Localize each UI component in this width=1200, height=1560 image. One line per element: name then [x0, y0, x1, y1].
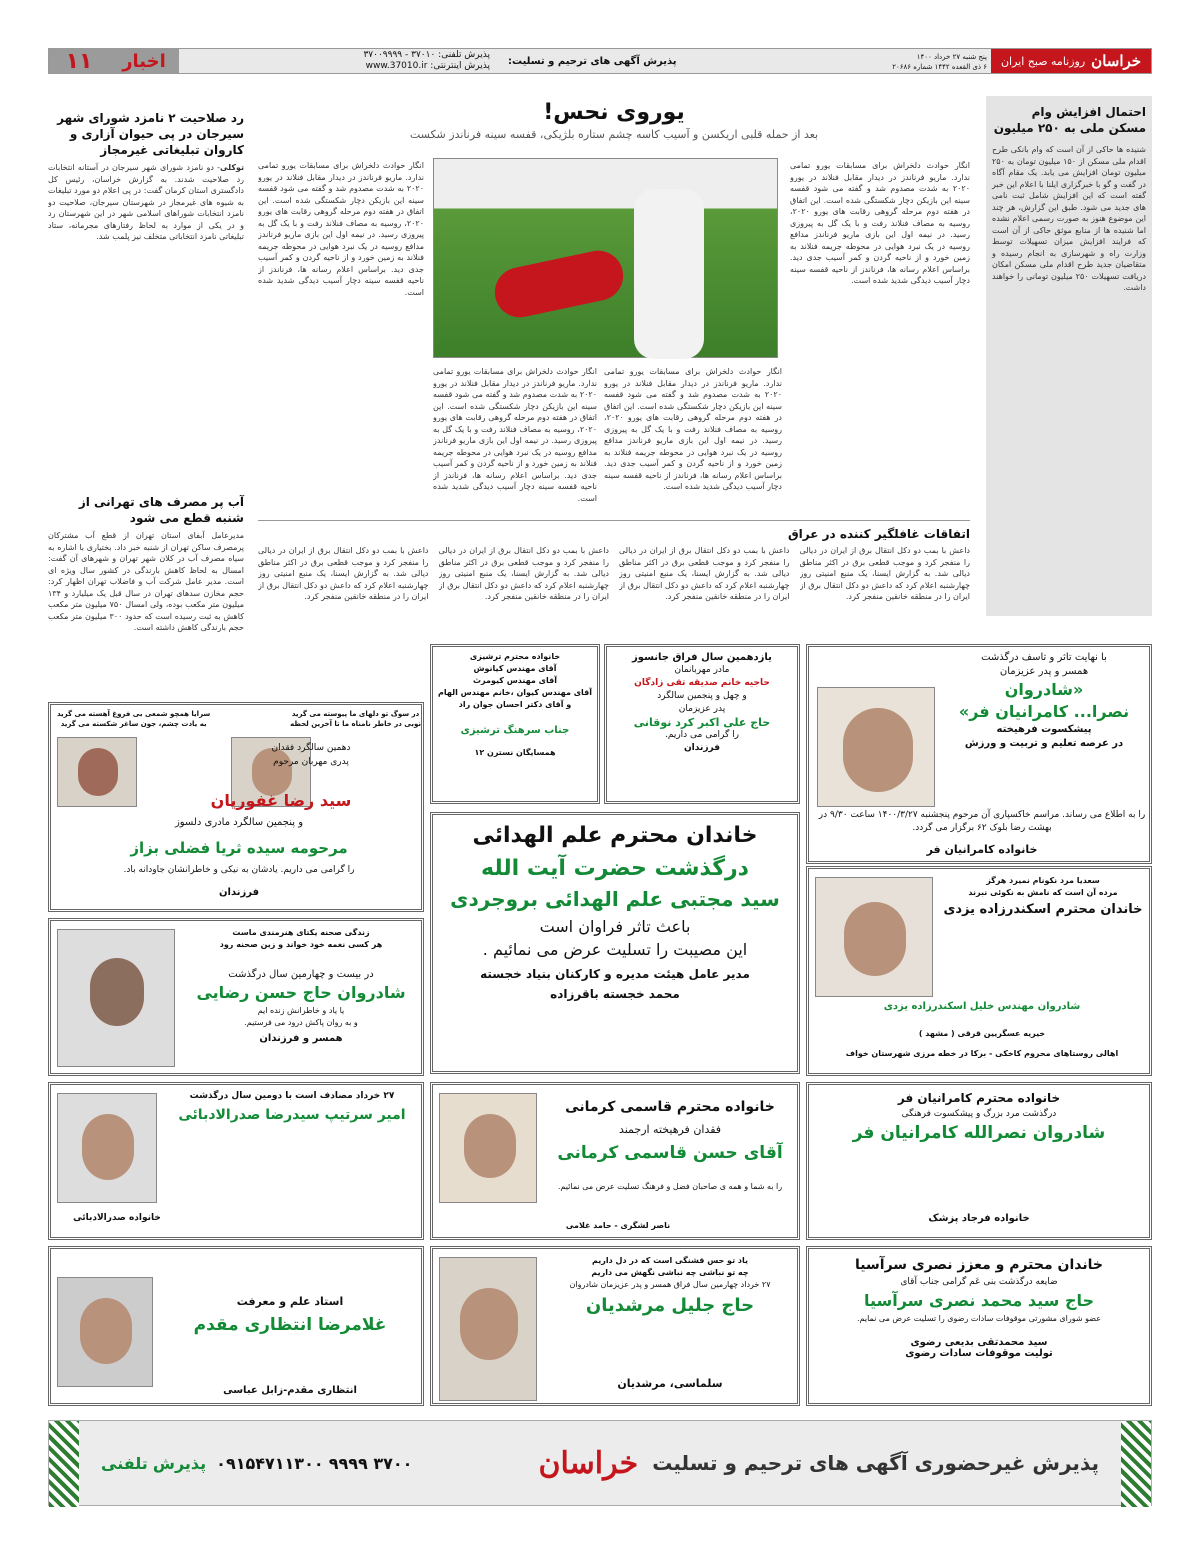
newspaper-brand[interactable]: خراسان روزنامه صبح ایران — [991, 49, 1151, 73]
banner-ornament-right — [1121, 1421, 1151, 1507]
iraq-col1: داعش با بمب دو دکل انتقال برق از ایران در دیالی را منفجر کرد و موجب قطعی برق در اکثر مناطق دیالی شد. به گزارش ایسنا، یک منبع امنیتی روز چهارشنبه اعلام کرد که داعش دو دکل انتقال برق از ایران را در منطقه خانقین منفجر کرد. — [799, 546, 970, 601]
ad-nasri: خاندان محترم و معزز نصری سرآسیا ضایعه درگذشت بنی عَم گرامی جناب آقای حاج سید محمد نصری سرآسیا عضو شورای مشورتی موقوفات سادات رضوی را تسلیت عرض می نمایم. سید محمدتقی بدیعی رضوی تولیت موقوفات سادات رضوی — [806, 1246, 1152, 1406]
portrait-mother — [57, 737, 137, 807]
ad-yazdi: سعدیا مرد نکونام نمیرد هرگز مرده آن است که نامش به نکوئی نبرند خاندان محترم اسکندرزاده یزدی شادروان مهندس خلیل اسکندرزاده یزدی خیریه عسگریین قرقی ( مشهد ) اهالی روستاهای محروم کاخکی - برکا در خطه مرزی شهرستان خواف — [806, 866, 1152, 1076]
section-title: اخبار — [109, 49, 179, 73]
news-column-left — [48, 110, 244, 680]
iraq-col2: داعش با بمب دو دکل انتقال برق از ایران در دیالی را منفجر کرد و موجب قطعی برق در اکثر مناطق دیالی شد. به گزارش ایسنا، یک منبع امنیتی روز چهارشنبه اعلام کرد که داعش دو دکل انتقال برق از ایران را در منطقه خانقین منفجر کرد. — [619, 546, 790, 601]
ad-sadr: ۲۷ خرداد مصادف است با دومین سال درگذشت امیر سرتیپ سیدرضا صدرالادبائی خانواده صدرالادبائی — [48, 1082, 424, 1240]
portrait-kermani — [439, 1093, 537, 1203]
headline-sirjan: رد صلاحیت ۲ نامزد شورای شهر سیرجان در پی حیوان آزاری و کاروان تبلیغاتی غیرمجاز — [57, 111, 244, 157]
iraq-col4: داعش با بمب دو دکل انتقال برق از ایران در دیالی را منفجر کرد و موجب قطعی برق در اکثر مناطق دیالی شد. به گزارش ایسنا، یک منبع امنیتی روز چهارشنبه اعلام کرد که داعش دو دکل انتقال برق از ایران را در منطقه خانقین منفجر کرد. — [258, 546, 429, 601]
article-body-housing-loan: شنیده ها حاکی از آن است که وام بانکی طرح اقدام ملی مسکن از ۱۵۰ میلیون تومان به ۲۵۰ میلیون تومان افزایش می یابد. یک مقام آگاه در گفت و گو با خبرگزاری ایلنا با اعلام این خبر گفته است که این افزایش شامل ثبت نامی های جدید می شود. طبق این گزارش، هر چند این موضوع هنوز به صورت رسمی اعلام نشده اما شنیده ها از منابع موثق حاکی از آن است که فرایند افزایش میزان تسهیلات توسط وزارت راه و شهرسازی به انجام رسیده و متقاضیان جدید طرح اقدام ملی مسکن امکان دریافت تسهیلات ۲۵۰ میلیون تومانی را خواهند داشت. — [992, 145, 1146, 292]
banner-tel: تلفنی — [101, 1453, 148, 1473]
banner-phone-big: ۳۷۰۰ ۹۹۹۹ — [328, 1453, 413, 1473]
main-article-col2: انگار حوادث دلخراش برای مسابقات یورو تمامی ندارد. ماریو فرناندز در دیدار مقابل فنلاند در یورو ۲۰۲۰ به شدت مصدوم شد و گفته می شود قفسه سینه این بازیکن دچار شکستگی شده است. این اتفاق در هفته دوم مرحله گروهی رقابت های یورو ۲۰۲۰، روسیه به مصاف فنلاند رفت و با یک گل به پیروزی رسید. در نیمه اول این بازی ماریو فرناندز مدافع روسیه در یک نبرد هوایی در محوطه جریمه فنلاند به زمین خورد و از ناحیه گردن و کمر آسیب جدی دید. براساس اعلام رسانه ها، فرناندز از ناحیه قفسه سینه دچار آسیب دیدگی شدید شده است. — [604, 367, 782, 491]
iraq-article — [258, 520, 970, 637]
iraq-col3: داعش با بمب دو دکل انتقال برق از ایران در دیالی را منفجر کرد و موجب قطعی برق در اکثر مناطق دیالی شد. به گزارش ایسنا، یک منبع امنیتی روز چهارشنبه اعلام کرد که داعش دو دکل انتقال برق از ایران را در منطقه خانقین منفجر کرد. — [438, 546, 609, 601]
portrait-kamranian — [817, 687, 935, 807]
ad-tarshizi: خانواده محترم ترشیزی آقای مهندس کیانوش آقای مهندس کیومرث آقای مهندس کیوان ،خانم مهندس الهام و آقای دکتر احسان جوان راد جناب سرهنگ ترشیزی همسایگان نسترن ۱۲ — [430, 644, 600, 804]
main-article-col4: انگار حوادث دلخراش برای مسابقات یورو تمامی ندارد. ماریو فرناندز در دیدار مقابل فنلاند در یورو ۲۰۲۰ به شدت مصدوم شد و گفته می شود قفسه سینه این بازیکن دچار شکستگی شده است. این اتفاق در هفته دوم مرحله گروهی رقابت های یورو ۲۰۲۰، روسیه به مصاف فنلاند رفت و با یک گل به پیروزی رسید. در نیمه اول این بازی ماریو فرناندز مدافع روسیه در یک نبرد هوایی در محوطه جریمه فنلاند به زمین خورد و از ناحیه گردن و کمر آسیب جدی دید. براساس اعلام رسانه ها، فرناندز از ناحیه قفسه سینه دچار آسیب دیدگی شدید شده است. — [258, 161, 424, 297]
ads-banner[interactable] — [48, 1420, 1152, 1506]
ads-contact: پذیرش آگهی های ترحیم و تسلیت: پذیرش تلفنی: ۳۷۰۱۰ - ۳۷۰۰۹۹۹۹ پذیرش اینترنتی: www.37010.ir — [179, 49, 861, 73]
main-subheadline: بعد از حمله قلبی اریکسن و آسیب کاسه چشم ستاره بلژیکی، قفسه سینه فرناندز شکست — [409, 128, 819, 141]
page-header — [48, 48, 1152, 74]
portrait-entezari — [57, 1277, 153, 1387]
article-body-tehran-water: مدیرعامل آبفای استان تهران از قطع آب مشترکان پرمصرف ساکن تهران از شنبه خبر داد. بختیاری با اشاره به سیاه مصرف آب در کلان شهر تهران و شهرهای آن گفت: امسال به لحاظ کاهش بارندگی در کشور سال ویژه ای است. مدیر عامل شرکت آب و فاضلاب تهران اظهار کرد: حجم مخازن سدهای تهران در سال قبل یک میلیارد و ۱۳۴ میلیون متر مکعب بوده، ولی امسال ۷۵۰ میلیون متر مکعب کاهش به ثبت رسیده است که حدود ۳۰۰ میلیون متر مکعب حجم بارندگی کاهش داشته است. — [48, 531, 244, 632]
ad-kermani: خانواده محترم قاسمی کرمانی فقدان فرهیخته ارجمند آقای حسن قاسمی کرمانی را به شما و همه ی صاحبان فضل و فرهنگ تسلیت عرض می نمائیم. ناصر لشگری - حامد غلامی — [430, 1082, 800, 1240]
banner-brand: خراسان — [538, 1445, 639, 1481]
main-article-col3: انگار حوادث دلخراش برای مسابقات یورو تمامی ندارد. ماریو فرناندز در دیدار مقابل فنلاند در یورو ۲۰۲۰ به شدت مصدوم شد و گفته می شود قفسه سینه این بازیکن دچار شکستگی شده است. این اتفاق در هفته دوم مرحله گروهی رقابت های یورو ۲۰۲۰، روسیه به مصاف فنلاند رفت و با یک گل به پیروزی رسید. در نیمه اول این بازی ماریو فرناندز مدافع روسیه در یک نبرد هوایی در محوطه جریمه فنلاند به زمین خورد و از ناحیه گردن و کمر آسیب جدی دید. براساس اعلام رسانه ها، فرناندز از ناحیه قفسه سینه دچار آسیب دیدگی شدید شده است. — [433, 367, 597, 503]
banner-phone-mobile: ۰۹۱۵۴۷۱۱۳۰۰ — [216, 1453, 324, 1473]
main-headline: یوروی نحس! — [543, 100, 685, 125]
player-injured — [490, 246, 628, 322]
portrait-yazdi — [815, 877, 933, 997]
portrait-sadr — [57, 1093, 157, 1203]
banner-ornament-left — [49, 1421, 79, 1507]
ad-janesoz: یازدهمین سال فراق جانسوز مادر مهربانمان حاجیه خانم صدیقه تقی زادگان و چهل و پنجمین سالگرد پدر عزیزمان حاج علی اکبر کرد نوقانی را گرامی می داریم. فرزندان — [604, 644, 800, 804]
portrait-morshedian — [439, 1257, 537, 1401]
issue-date: پنج شنبه ۲۷ خرداد ۱۴۰۰ ۶ ذی القعده ۱۴۴۲ شماره ۲۰۶۸۶ — [861, 49, 991, 73]
headline-housing-loan: احتمال افزایش وام مسکن ملی به ۲۵۰ میلیون — [993, 105, 1146, 135]
banner-text: پذیرش غیرحضوری آگهی های ترحیم و تسلیت — [652, 1451, 1099, 1475]
portrait-rezaei — [57, 929, 175, 1067]
ad-kamranian: با نهایت تاثر و تاسف درگذشت همسر و پدر عزیزمان «شادروان نصرا... کامرانیان فر» پیشکسوت فرهیخته در عرصه تعلیم و تربیت و ورزش را به اطلاع می رساند. مراسم خاکسپاری آن مرحوم پنجشنبه ۱۴۰۰/۳/۲۷ ساعت ۹/۳۰ در بهشت رضا بلوک ۶۲ برگزار می گردد. خانواده کامرانیان فر — [806, 644, 1152, 864]
ad-morshedian: یاد تو حس قشنگی است که در دل داریم چه تو نباشی چه نباشی نگهش می داریم ۲۷ خرداد چهارمین سال فراق همسر و پدر عزیزمان شادروان حاج جلیل مرشدیان سلماسی، مرشدیان — [430, 1246, 800, 1406]
banner-accept: پذیرش — [152, 1453, 207, 1473]
ad-rezaei: زندگی صحنه یکتای هنرمندی ماست هر کسی نغمه خود خواند و زین صحنه رود در بیست و چهارمین سال درگذشت شادروان حاج حسن رضایی یا یاد و خاطرانش زنده ایم و به روان پاکش درود می فرستیم. همسر و فرزندان — [48, 918, 424, 1076]
ad-kamranian-farjad: خانواده محترم کامرانیان فر درگذشت مرد بزرگ و پیشکسوت فرهنگی شادروان نصرالله کامرانیان فر خانواده فرجاد پزشک — [806, 1082, 1152, 1240]
main-article-col1: انگار حوادث دلخراش برای مسابقات یورو تمامی ندارد. ماریو فرناندز در دیدار مقابل فنلاند در یورو ۲۰۲۰ به شدت مصدوم شد و گفته می شود قفسه سینه این بازیکن دچار شکستگی شده است. این اتفاق در هفته دوم مرحله گروهی رقابت های یورو ۲۰۲۰، روسیه به مصاف فنلاند رفت و با یک گل به پیروزی رسید. در نیمه اول این بازی ماریو فرناندز مدافع روسیه در یک نبرد هوایی در محوطه جریمه فنلاند به زمین خورد و از ناحیه گردن و کمر آسیب جدی دید. براساس اعلام رسانه ها، فرناندز از ناحیه قفسه سینه دچار آسیب دیدگی شدید شده است. — [790, 161, 970, 285]
page-number: ۱۱ — [49, 49, 109, 73]
news-column-right — [986, 96, 1152, 616]
ad-entezari: استاد علم و معرفت غلامرضا انتظاری مقدم انتظاری مقدم-زابل عباسی — [48, 1246, 424, 1406]
iraq-headline: اتفاقات غافلگیر کننده در عراق — [787, 527, 970, 541]
player-standing — [634, 189, 704, 359]
headline-tehran-water: آب پر مصرف های تهرانی از شنبه قطع می شود — [78, 495, 244, 525]
main-article-header — [258, 100, 970, 141]
ad-alamolhoda: خاندان محترم علم الهدائی درگذشت حضرت آیت الله سید مجتبی علم الهدائی بروجردی باعث تاثر فراوان است این مصیبت را تسلیت عرض می نمائیم . مدیر عامل هیئت مدیره و کارکنان بنیاد خجسته محمد خجسته باقرزاده — [430, 812, 800, 1074]
article-body-sirjan: توکلی- دو نامزد شورای شهر سیرجان در آستانه انتخابات رد صلاحیت شدند. به گزارش خراسان، رئیس کل دادگستری استان کرمان گفت: در پی اعلام دو مورد تبلیغات به شیوه های غیرمجاز در شهرستان سیرجان، صلاحیت دو نامزد انتخابات شوراهای اسلامی شهر در این شهرستان رد و در یکی از موارد به لحاظ رفتارهای مجرمانه، ستاد تبلیغاتی نامزد انتخاباتی متخلف نیز پلمب شد. — [48, 163, 244, 241]
football-photo — [433, 158, 778, 358]
ad-ghafourian: در سوگ تو دلهای ما پیوسته می گرید نوبی در خاطر نامناه ما تا آخرین لحظه سرایا همچو شمعی بی فروغ آهسته می گرید به یادت چشم، جون ساغر شکسته می گرید دهمین سالگرد فقدان پدری مهربان مرحوم سید رضا غفوریان و پنجمین سالگرد مادری دلسوز مرحومه سیده ثریا فضلی بزاز را گرامی می داریم. یادشان به نیکی و خاطرانشان جاودانه باد. فرزندان — [48, 702, 424, 912]
